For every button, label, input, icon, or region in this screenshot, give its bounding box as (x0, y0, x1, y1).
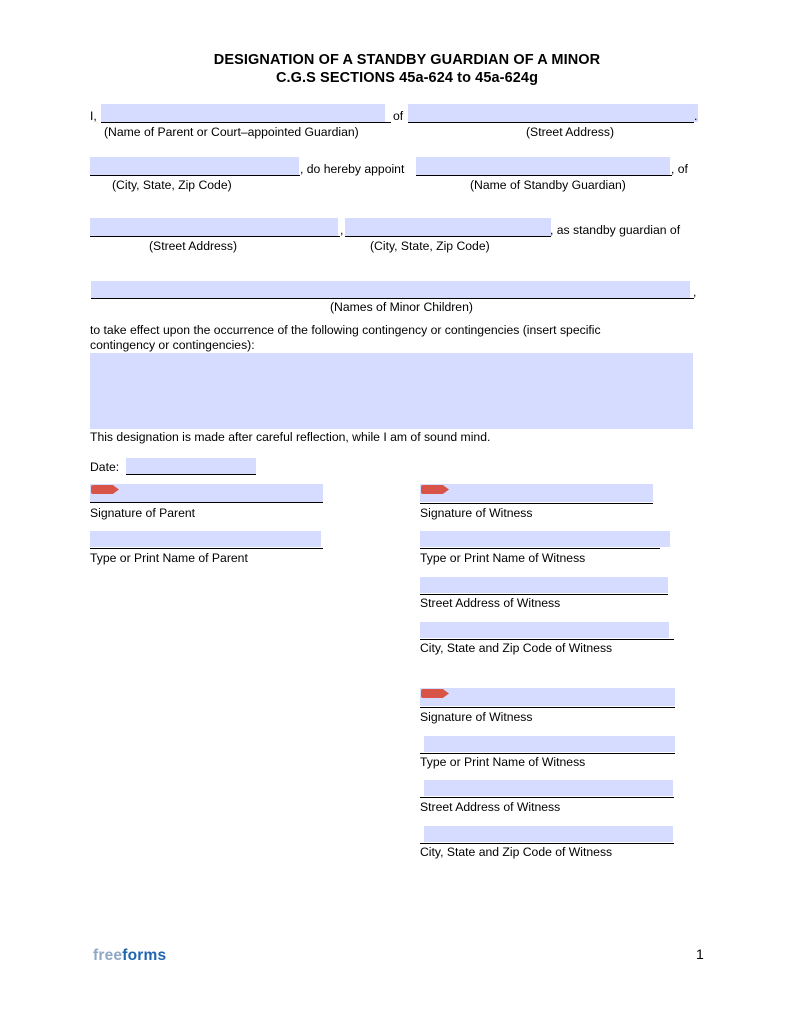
witness1-print-name-underline (420, 548, 660, 549)
witness1-city-label: City, State and Zip Code of Witness (420, 641, 613, 655)
witness2-print-name-field[interactable] (424, 736, 675, 752)
row3-comma: , (340, 223, 344, 237)
witness1-signature-underline (420, 503, 653, 504)
date-label: Date: (90, 460, 120, 474)
guardian-address-field[interactable] (90, 218, 338, 236)
caption-guardian-address: (Street Address) (149, 239, 238, 253)
row3-as-guardian: , as standby guardian of (550, 223, 681, 237)
parent-city-field[interactable] (90, 157, 299, 175)
witness2-signature-label: Signature of Witness (420, 710, 533, 724)
date-underline (126, 474, 256, 475)
document-title: DESIGNATION OF A STANDBY GUARDIAN OF A MINOR (213, 52, 601, 68)
logo-free: free (93, 947, 123, 964)
witness1-signature-label: Signature of Witness (420, 506, 533, 520)
date-field[interactable] (126, 458, 256, 474)
caption-minor-children: (Names of Minor Children) (330, 300, 473, 314)
contingency-text-line1: to take effect upon the occurrence of the following contingency or contingencies (insert specific (90, 323, 601, 337)
parent-name-field[interactable] (101, 104, 385, 122)
witness1-address-underline (420, 594, 668, 595)
witness1-print-name-label: Type or Print Name of Witness (420, 551, 586, 565)
caption-parent-address: (Street Address) (526, 125, 615, 139)
witness2-signature-underline (420, 707, 675, 708)
row2-of: , of (671, 162, 688, 176)
witness1-city-underline (420, 639, 674, 640)
witness2-address-field[interactable] (424, 780, 673, 796)
parent-name-underline (101, 122, 391, 123)
parent-city-underline (90, 175, 300, 176)
guardian-city-underline (345, 236, 551, 237)
witness2-city-label: City, State and Zip Code of Witness (420, 845, 613, 859)
parent-signature-field[interactable] (90, 484, 323, 502)
parent-print-name-underline (90, 548, 323, 549)
minor-children-underline (91, 298, 694, 299)
caption-guardian-city: (City, State, Zip Code) (370, 239, 490, 253)
witness2-address-underline (420, 797, 674, 798)
row1-period: . (694, 109, 698, 123)
witness2-address-label: Street Address of Witness (420, 800, 561, 814)
parent-print-name-field[interactable] (90, 531, 321, 547)
declaration-text: This designation is made after careful reflection, while I am of sound mind. (90, 430, 491, 444)
parent-address-underline (408, 122, 694, 123)
witness1-address-label: Street Address of Witness (420, 596, 561, 610)
contingency-text-line2: contingency or contingencies): (90, 338, 255, 352)
witness1-print-name-field[interactable] (420, 531, 670, 547)
witness1-signature-field[interactable] (420, 484, 653, 502)
witness2-city-underline (420, 843, 674, 844)
guardian-address-underline (90, 236, 340, 237)
caption-parent-name: (Name of Parent or Court–appointed Guardian) (104, 125, 359, 139)
row1-of: of (393, 109, 404, 123)
caption-guardian-name: (Name of Standby Guardian) (470, 178, 626, 192)
parent-address-field[interactable] (408, 104, 698, 122)
freeforms-logo (93, 947, 166, 965)
document-subtitle: C.G.S SECTIONS 45a-624 to 45a-624g (275, 70, 539, 86)
row1-prefix: I, (90, 109, 97, 123)
row4-comma: , (693, 285, 697, 299)
guardian-city-field[interactable] (345, 218, 551, 236)
witness2-signature-field[interactable] (420, 688, 675, 706)
parent-signature-underline (90, 502, 323, 503)
caption-parent-city: (City, State, Zip Code) (112, 178, 232, 192)
witness2-city-field[interactable] (424, 826, 673, 842)
row2-appoint: , do hereby appoint (300, 162, 405, 176)
witness1-city-field[interactable] (420, 622, 669, 638)
parent-print-name-label: Type or Print Name of Parent (90, 551, 248, 565)
guardian-name-underline (416, 175, 672, 176)
contingency-textarea[interactable] (90, 353, 693, 429)
witness1-address-field[interactable] (420, 577, 668, 593)
logo-forms: forms (122, 947, 167, 964)
minor-children-field[interactable] (91, 281, 690, 298)
guardian-name-field[interactable] (416, 157, 670, 175)
parent-signature-label: Signature of Parent (90, 506, 196, 520)
page-number: 1 (696, 946, 704, 962)
witness2-print-name-label: Type or Print Name of Witness (420, 755, 586, 769)
witness2-print-name-underline (420, 753, 675, 754)
